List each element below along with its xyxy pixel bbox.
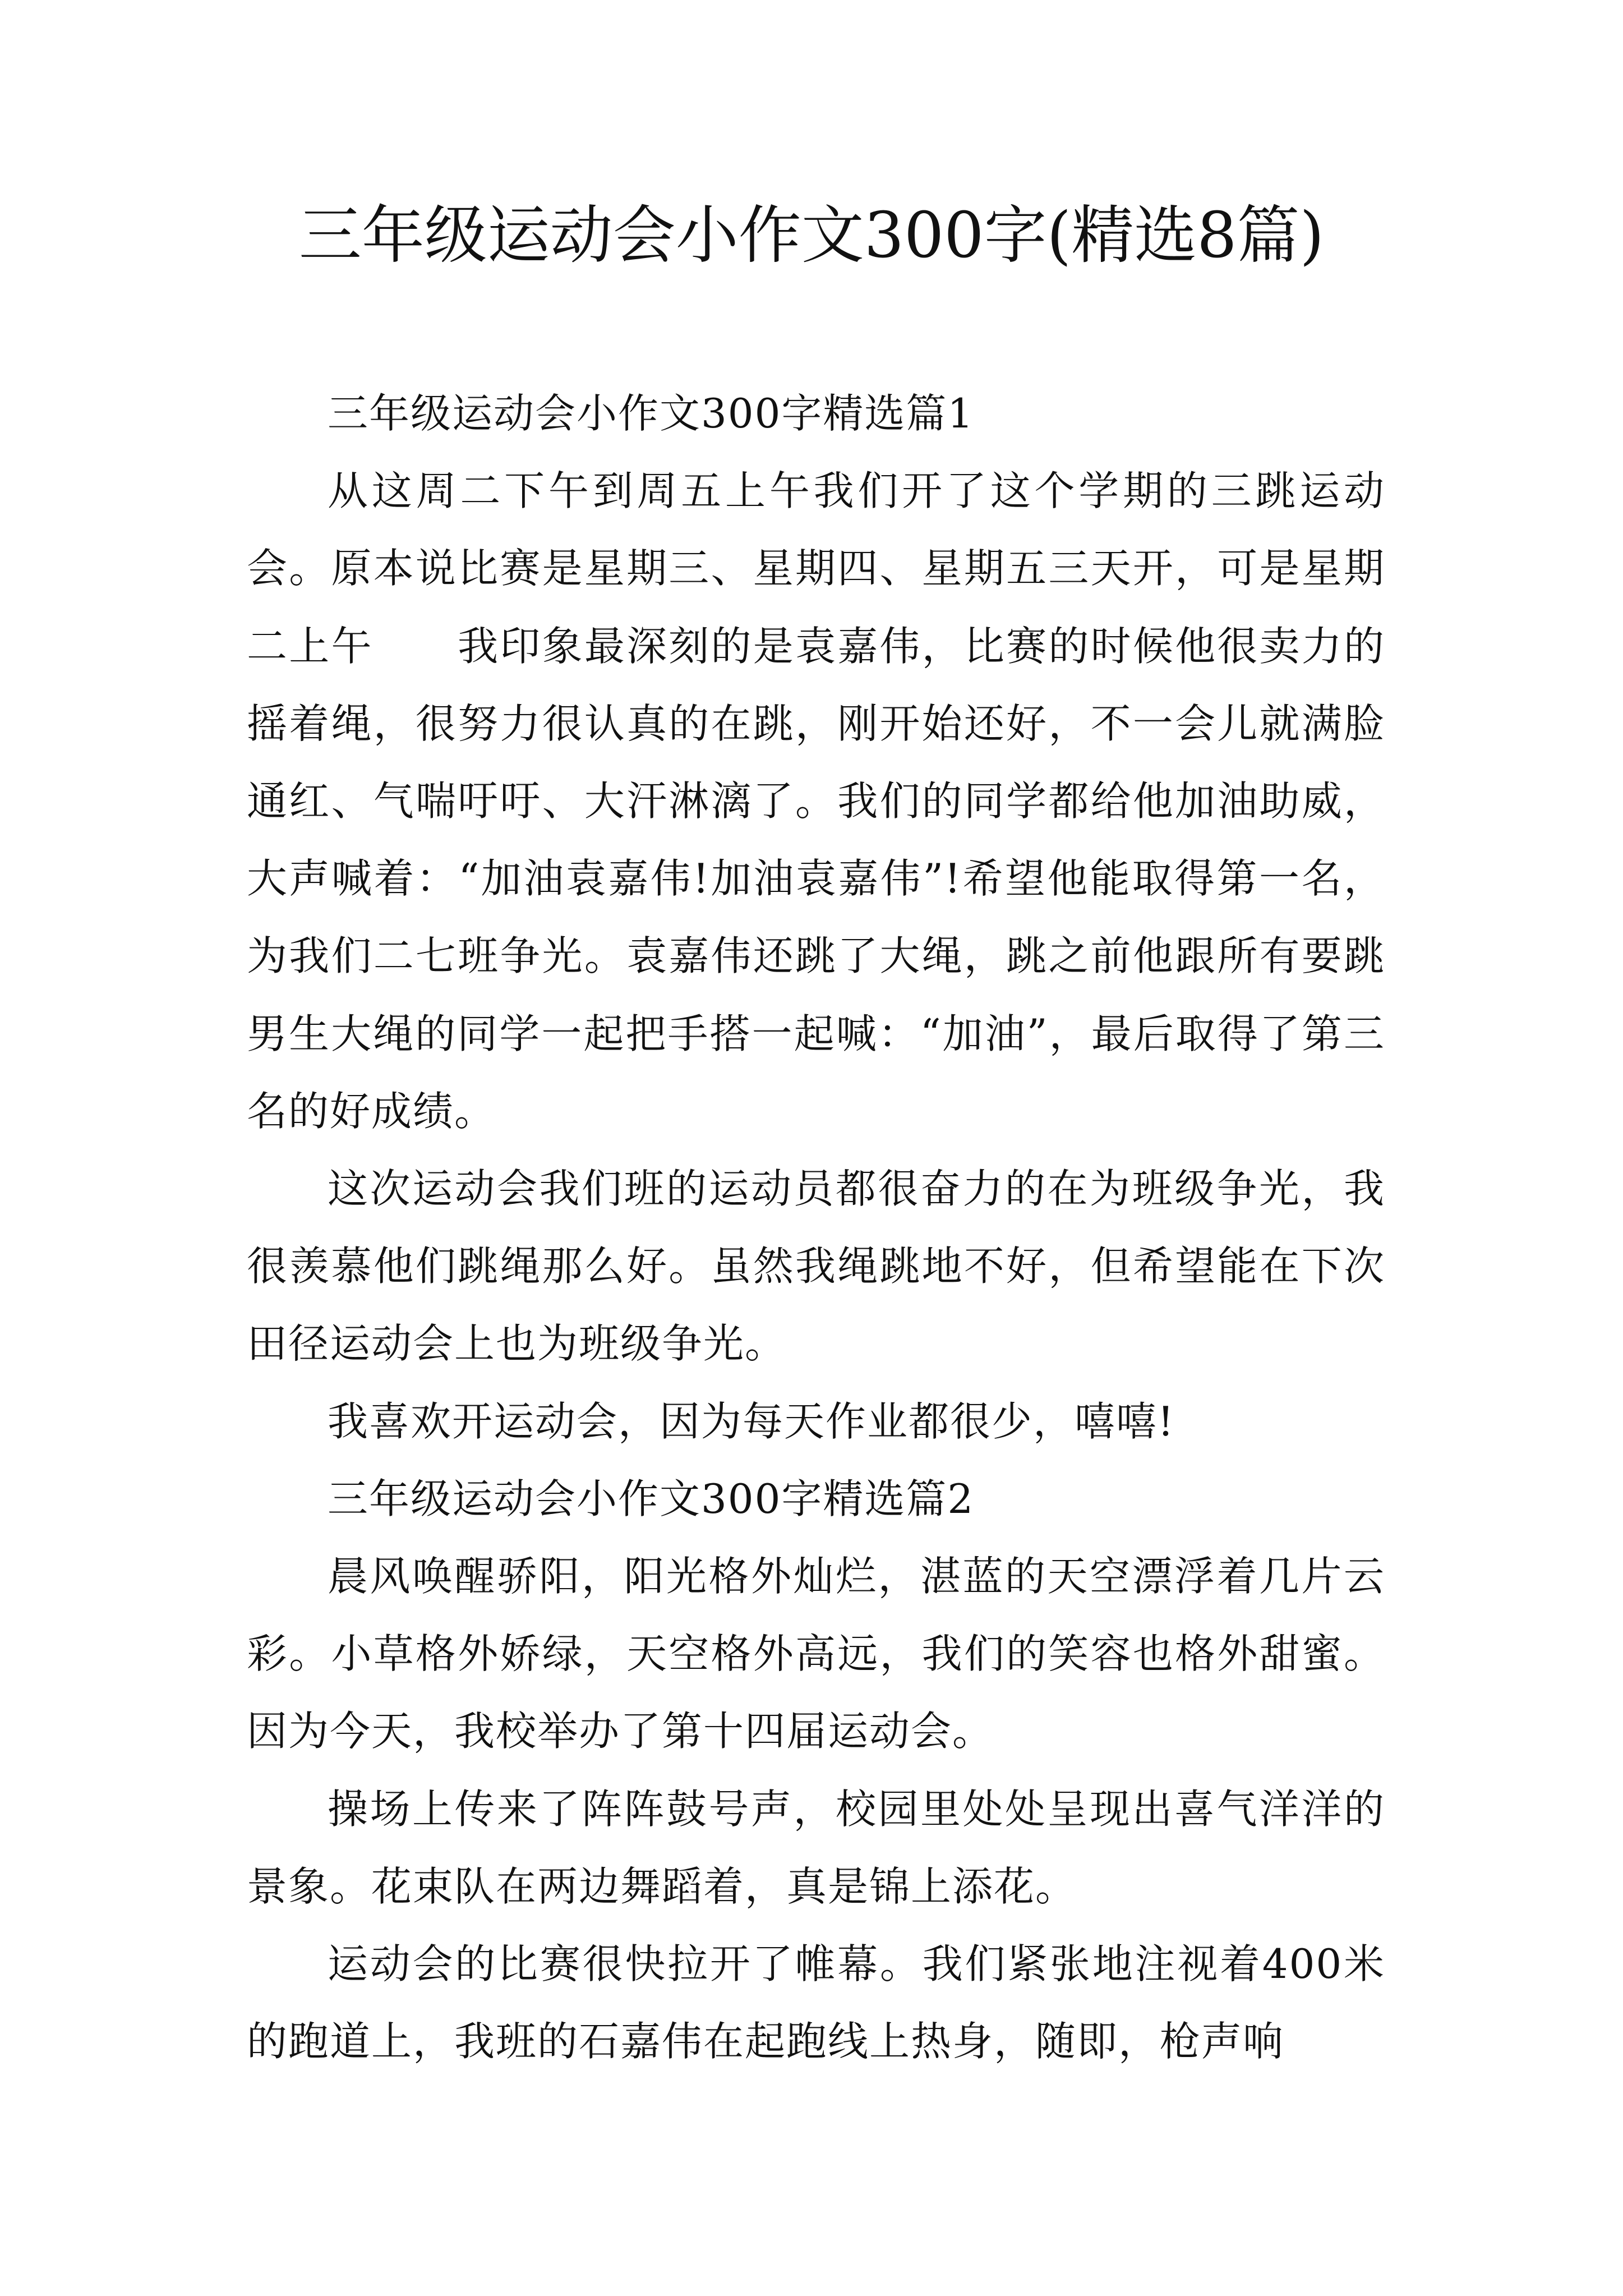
paragraph: 运动会的比赛很快拉开了帷幕。我们紧张地注视着400米的跑道上，我班的石嘉伟在起跑线上热身，随即，枪声响 [247, 1940, 1385, 2065]
document-body [247, 375, 1385, 2080]
document-title: 三年级运动会小作文300字(精选8篇) [298, 199, 1325, 272]
paragraph: 这次运动会我们班的运动员都很奋力的在为班级争光，我很羡慕他们跳绳那么好。虽然我绳跳地不好，但希望能在下次田径运动会上也为班级争光。 [247, 1165, 1385, 1368]
section-heading-2: 三年级运动会小作文300字精选篇2 [328, 1475, 975, 1522]
paragraph: 我喜欢开运动会，因为每天作业都很少，嘻嘻! [328, 1397, 1175, 1445]
paragraph: 从这周二下午到周五上午我们开了这个学期的三跳运动会。原本说比赛是星期三、星期四、星期五三天开，可是星期二上午 我印象最深刻的是袁嘉伟，比赛的时候他很卖力的摇着绳，很努力很认真的在跳，刚开始还好，不一会儿就满脸通红、气喘吁吁、大汗淋漓了。我们的同学都给他加油助威，大声喊着：“加油袁嘉伟!加油袁嘉伟”!希望他能取得第一名，为我们二七班争光。袁嘉伟还跳了大绳，跳之前他跟所有要跳男生大绳的同学一起把手搭一起喊：“加油”，最后取得了第三名的好成绩。 [247, 467, 1385, 1135]
paragraph: 晨风唤醒骄阳，阳光格外灿烂，湛蓝的天空漂浮着几片云彩。小草格外娇绿，天空格外高远，我们的笑容也格外甜蜜。因为今天，我校举办了第十四届运动会。 [247, 1553, 1385, 1755]
section-heading-1: 三年级运动会小作文300字精选篇1 [328, 390, 975, 437]
paragraph: 操场上传来了阵阵鼓号声，校园里处处呈现出喜气洋洋的景象。花束队在两边舞蹈着，真是锦上添花。 [247, 1785, 1385, 1910]
